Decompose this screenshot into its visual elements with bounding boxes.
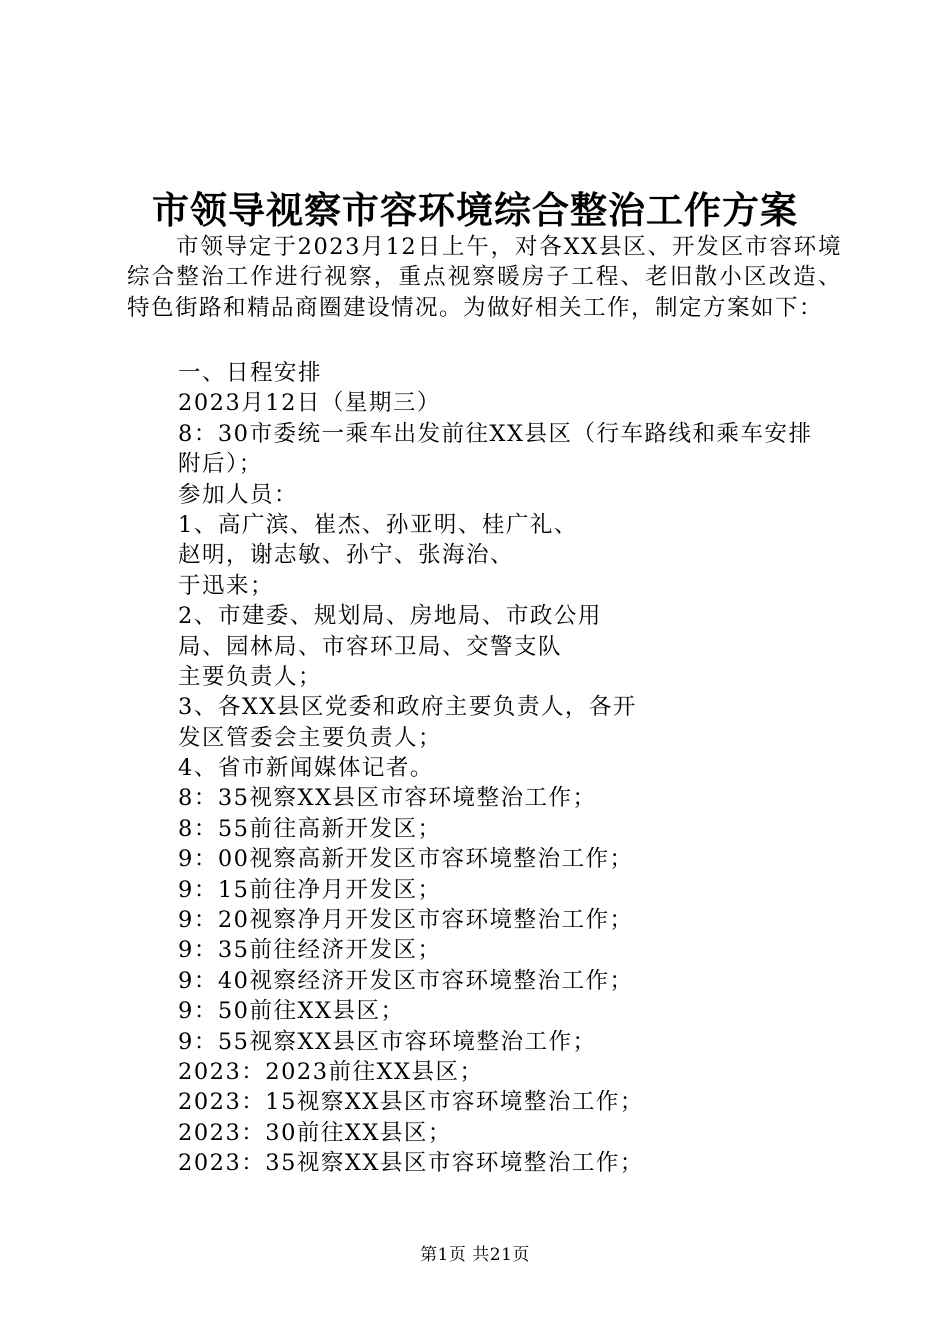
text-line: 附后）； <box>178 451 263 478</box>
schedule-lines <box>178 358 858 1179</box>
intro-paragraph: 市领导定于2023月12日上午，对各XX县区、开发区市容环境综合整治工作进行视察，重点视察暖房子工程、老旧散小区改造、特色街路和精品商圈建设情况。为做好相关工作，制定方案如下： <box>127 234 842 321</box>
text-line: 8：55前往高新开发区； <box>178 815 442 842</box>
text-line: 2、市建委、规划局、房地局、市政公用 <box>178 603 602 630</box>
text-line: 参加人员： <box>178 481 299 508</box>
text-line: 赵明，谢志敏、孙宁、张海治、 <box>178 542 515 569</box>
text-line: 9：15前往净月开发区； <box>178 876 442 903</box>
text-line: 于迅来； <box>178 572 275 599</box>
text-line: 2023月12日（星期三） <box>178 390 441 417</box>
text-line: 4、省市新闻媒体记者。 <box>178 755 434 782</box>
text-line: 主要负责人； <box>178 663 323 690</box>
text-line: 2023：35视察XX县区市容环境整治工作； <box>178 1150 644 1177</box>
text-line: 8：30市委统一乘车出发前往XX县区（行车路线和乘车安排 <box>178 420 813 447</box>
text-line: 9：20视察净月开发区市容环境整治工作； <box>178 907 634 934</box>
text-line: 一、日程安排 <box>178 360 323 386</box>
text-line: 发区管委会主要负责人； <box>178 724 443 751</box>
text-line: 局、园林局、市容环卫局、交警支队 <box>178 633 563 660</box>
text-line: 1、高广滨、崔杰、孙亚明、桂广礼、 <box>178 511 578 538</box>
page-footer: 第1页 共21页 <box>420 1245 530 1265</box>
text-line: 9：00视察高新开发区市容环境整治工作； <box>178 846 634 873</box>
text-line: 2023：2023前往XX县区； <box>178 1058 484 1085</box>
text-line: 8：35视察XX县区市容环境整治工作； <box>178 785 597 812</box>
text-line: 9：50前往XX县区； <box>178 998 405 1025</box>
text-line: 2023：30前往XX县区； <box>178 1119 452 1146</box>
text-line: 9：55视察XX县区市容环境整治工作； <box>178 1028 597 1055</box>
text-line: 3、各XX县区党委和政府主要负责人，各开 <box>178 694 637 721</box>
document-title: 市领导视察市容环境综合整治工作方案 <box>152 188 798 232</box>
text-line: 9：35前往经济开发区； <box>178 937 442 964</box>
text-line: 9：40视察经济开发区市容环境整治工作； <box>178 967 634 994</box>
text-line: 2023：15视察XX县区市容环境整治工作； <box>178 1089 644 1116</box>
